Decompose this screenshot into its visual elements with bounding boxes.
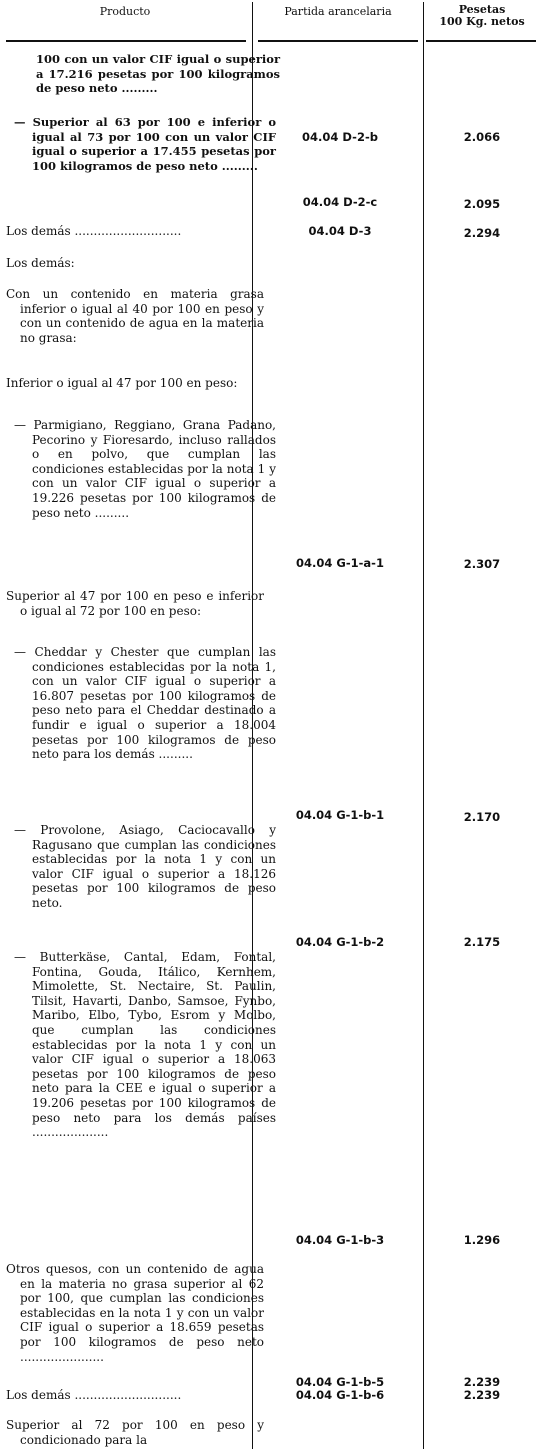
tariff-code: 04.04 G-1-b-1: [295, 808, 385, 822]
table-row-text: Los demás ............................: [6, 1388, 182, 1402]
tariff-code: 04.04 G-1-b-6: [295, 1388, 385, 1402]
table-row-text: — Provolone, Asiago, Caciocavallo y Ragusano que cumplan las condiciones establecidas por la nota 1 y con un valor CIF igual o superior a 18.126 pesetas por 100 kilogramos de peso neto.: [14, 823, 276, 910]
pesetas-value: 2.175: [463, 935, 501, 949]
table-row-text: Los demás:: [6, 256, 75, 270]
header-rule: [426, 40, 536, 42]
tariff-code: 04.04 D-2-b: [302, 130, 378, 144]
pesetas-value: 2.239: [463, 1375, 501, 1389]
table-row-text: Con un contenido en materia grasa inferior o igual al 40 por 100 en peso y con un contenido de agua en la materia no grasa:: [6, 287, 264, 345]
pesetas-value: 2.170: [463, 810, 501, 824]
table-row-text: Los demás ............................: [6, 224, 182, 238]
pesetas-value: 2.239: [463, 1388, 501, 1402]
table-row-text: Inferior o igual al 47 por 100 en peso:: [6, 376, 238, 390]
tariff-code: 04.04 G-1-b-3: [295, 1233, 385, 1247]
pesetas-value: 2.294: [463, 226, 501, 240]
table-row-text: — Cheddar y Chester que cumplan las condiciones establecidas por la nota 1, con un valor CIF igual o superior a 16.807 pesetas por 100 kilogramos de peso neto para el Cheddar destinado a fundir e igual o superior a 18.004 pesetas por 100 kilogramos de peso neto para los demás .........: [14, 645, 276, 762]
table-row-text: — Superior al 63 por 100 e inferior o igual al 73 por 100 con un valor CIF igual o superior a 17.455 pesetas por 100 kilogramos de peso neto .........: [14, 115, 276, 173]
table-row-text: 100 con un valor CIF igual o superior a 17.216 pesetas por 100 kilogramos de peso neto .........: [36, 52, 280, 96]
header-partida: Partida arancelaria: [284, 5, 392, 18]
pesetas-value: 2.066: [463, 130, 501, 144]
table-row-text: Otros quesos, con un contenido de agua en la materia no grasa superior al 62 por 100, que cumplan las condiciones establecidas en la nota 1 y con un valor CIF igual o superior a 18.659 pesetas por 100 kilogramos de peso neto ......................: [6, 1262, 264, 1364]
table-header: [0, 0, 540, 42]
tariff-code: 04.04 D-2-c: [302, 195, 378, 209]
pesetas-value: 2.095: [463, 197, 501, 211]
header-rule: [6, 40, 246, 42]
tariff-code: 04.04 D-3: [308, 224, 372, 238]
pesetas-value: 1.296: [463, 1233, 501, 1247]
column-divider: [423, 2, 424, 1449]
tariff-code: 04.04 G-1-b-5: [295, 1375, 385, 1389]
pesetas-value: 2.307: [463, 557, 501, 571]
header-pesetas: [428, 4, 536, 28]
tariff-code: 04.04 G-1-b-2: [295, 935, 385, 949]
header-pesetas-line2: 100 Kg. netos: [439, 15, 525, 28]
header-pesetas-line1: Pesetas: [458, 3, 506, 16]
table-row-text: — Parmigiano, Reggiano, Grana Padano, Pecorino y Fioresardo, incluso rallados o en polvo, que cumplan las condiciones establecidas por la nota 1 y con un valor CIF igual o superior a 19.226 pesetas por 100 kilogramos de peso neto .........: [14, 418, 276, 520]
tariff-code: 04.04 G-1-a-1: [296, 556, 384, 570]
table-row-text: — Butterkäse, Cantal, Edam, Fontal, Fontina, Gouda, Itálico, Kernhem, Mimolette, St. Nectaire, St. Paulin, Tilsit, Havarti, Danbo, Samsoe, Fynbo, Maribo, Elbo, Tybo, Esrom y Molbo, que cumplan las condiciones establecidas por la nota 1 y con un valor CIF igual o superior a 18.063 pesetas por 100 kilogramos de peso neto para la CEE e igual o superior a 19.206 pesetas por 100 kilogramos de peso neto para los demás países ....................: [14, 950, 276, 1140]
table-row-text: Superior al 47 por 100 en peso e inferior o igual al 72 por 100 en peso:: [6, 589, 264, 618]
table-row-text: Superior al 72 por 100 en peso y condicionado para la: [6, 1418, 264, 1447]
header-producto: Producto: [99, 5, 151, 18]
header-rule: [258, 40, 418, 42]
